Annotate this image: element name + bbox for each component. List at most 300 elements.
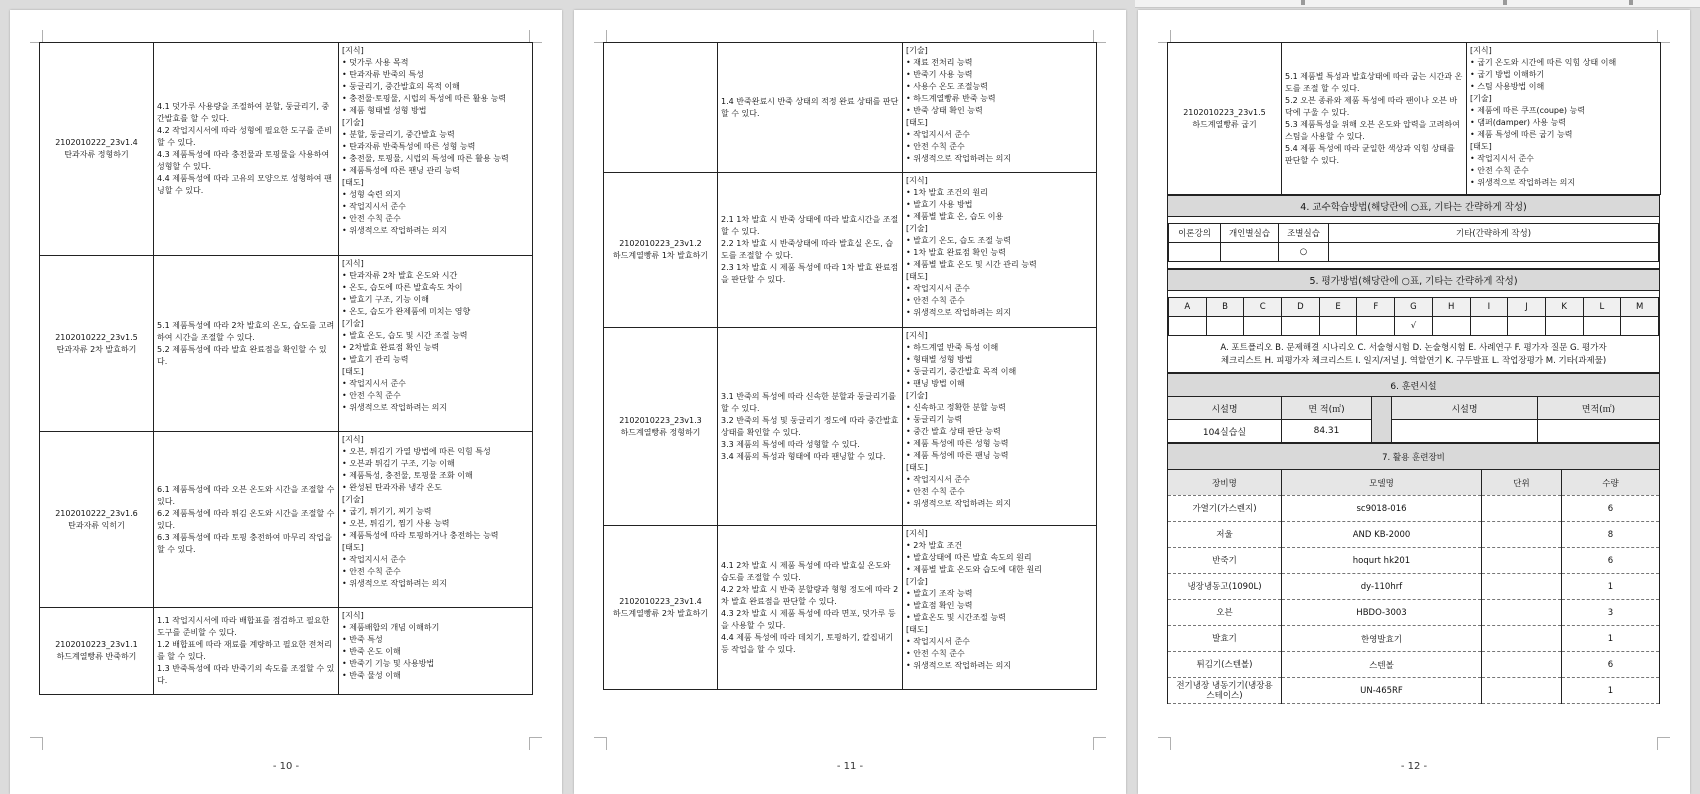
competency-table [1167,42,1661,195]
criterion-text: 5.1 제품별 특성과 발효상태에 따라 굽는 시간과 온도를 조절 할 수 있다. [1285,71,1463,93]
ksa-line: • 제품배합의 개념 이해하기 [342,623,440,632]
eval-letter: J [1508,298,1546,317]
unit-label: 2102010223_23v1.4 [619,596,702,606]
unit-cell [604,526,718,690]
eval-letter: L [1583,298,1621,317]
ksa-line: • 탄과자류 반죽의 특성 [342,70,424,79]
ksa-line: [태도] [906,625,928,634]
equipment-quantity: 6 [1562,548,1660,574]
ksa-line: • 온도, 습도에 따른 발효속도 차이 [342,283,463,292]
table-row [40,256,533,432]
unit-cell [604,43,718,173]
ksa-line: • 발효기 사용 방법 [906,200,973,209]
equipment-row [1168,522,1660,548]
unit-label: 하드계열빵류 1차 발효하기 [612,251,709,260]
eval-letter: M [1621,298,1659,317]
ksa-line: • 발효기 구조, 기능 이해 [342,295,429,304]
eval-letter: B [1206,298,1244,317]
criterion-text: 4.1 덧가루 사용량을 조절하여 분할, 둥글리기, 중간발효를 할 수 있다. [157,102,330,123]
unit-cell [40,256,154,432]
eval-mark [1169,317,1207,336]
table-row [1168,43,1661,195]
ksa-line: • 탄과자류 2차 발효 온도와 시간 [342,271,458,280]
facility-row [1168,420,1660,443]
equipment-name: 발효기 [1168,626,1282,652]
ksa-line: • 발효기 관리 능력 [342,355,409,364]
ksa-line: • 작업지시서 준수 [1470,154,1534,163]
ksa-line: • 위생적으로 작업하려는 의지 [342,226,448,235]
page-corner-mark [1657,737,1670,750]
ksa-line: [태도] [906,118,928,127]
criterion-text: 4.3 2차 발효 시 제품 특성에 따라 면포, 덧가루 등을 사용할 수 있다. [721,608,896,630]
page-corner-mark [1158,737,1171,750]
evaluation-table [1168,297,1659,336]
ksa-line: • 작업지시서 준수 [342,202,406,211]
table-row [40,43,533,256]
ksa-line: [지식] [342,435,364,444]
performance-criteria-cell [718,173,903,328]
horizontal-ruler[interactable] [1135,0,1700,8]
ksa-line: • 작업지시서 준수 [342,379,406,388]
evaluation-section [1167,269,1660,373]
ksa-line: • 작업지시서 준수 [906,475,970,484]
ksa-line: • 안전 수칙 준수 [342,567,401,576]
method-mark [1169,243,1221,262]
ksa-line: • 충전물, 토핑물, 시럽의 특성에 따른 활용 능력 [342,154,509,163]
ksa-line: • 위생적으로 작업하려는 의지 [906,154,1012,163]
section-title: 4. 교수학습방법(해당란에 ○표, 기타는 간략하게 작성) [1168,196,1660,217]
ksa-line: • 작업지시서 준수 [342,555,406,564]
method-header: 조별실습 [1279,224,1329,243]
unit-label: 2102010222_23v1.5 [55,332,138,342]
ksa-line: • 발효 온도, 습도 및 시간 조절 능력 [342,331,468,340]
eval-mark [1432,317,1470,336]
ksa-line: [태도] [1470,142,1492,151]
equipment-row [1168,574,1660,600]
ksa-line: [지식] [906,176,928,185]
method-header: 기타(간략하게 작성) [1329,224,1659,243]
ksa-line: • 1차 발효 완료점 확인 능력 [906,248,1006,257]
ksa-line: • 제품별 발효 온, 습도 이용 [906,212,1004,221]
facility-header: 면적(㎡) [1538,397,1660,420]
ksa-line: • 완성된 탄과자류 냉각 온도 [342,483,442,492]
equipment-quantity: 1 [1562,574,1660,600]
criterion-text: 4.1 2차 발효 시 제품 특성에 따라 발효실 온도와 습도를 조절할 수 있다. [721,560,891,582]
facility-name: 104실습실 [1168,420,1282,443]
unit-cell [604,328,718,526]
equipment-quantity: 3 [1562,600,1660,626]
ksa-line: • 둥글리기, 중간발효의 목적 이해 [342,82,460,91]
criterion-text: 1.3 반죽특성에 따라 반죽기의 속도를 조절할 수 있다. [157,664,335,685]
ksa-line: • 안전 수칙 준수 [906,649,965,658]
unit-label: 탄과자류 익히기 [68,520,125,530]
ksa-line: • 안전 수칙 준수 [342,391,401,400]
facility-area: 84.31 [1282,420,1372,443]
equipment-quantity: 6 [1562,652,1660,678]
ksa-line: • 제품특성에 따라 토핑하거나 충전하는 능력 [342,531,499,540]
ksa-line: • 반죽 상태 확인 능력 [906,106,983,115]
criterion-text: 5.3 제품특성을 위해 오븐 온도와 압력을 고려하여 스팀을 사용할 수 있다. [1285,119,1460,141]
knowledge-skill-attitude-cell [339,43,533,256]
eval-mark [1319,317,1357,336]
unit-label: 하드계열빵류 굽기 [1192,119,1257,129]
criterion-text: 4.2 2차 발효 시 반죽 분할량과 형형 정도에 따라 2차 발효 완료점을 판단할 수 있다. [721,584,899,606]
method-mark [1329,243,1659,262]
criterion-text: 3.1 반죽의 특성에 따라 신속한 분할과 둥글리기를 할 수 있다. [721,391,896,413]
equipment-unit [1482,574,1562,600]
unit-cell [1168,43,1282,195]
facility-header: 시설명 [1392,397,1538,420]
eval-mark [1282,317,1320,336]
ksa-line: [기술] [342,495,364,504]
ksa-line: [지식] [906,331,928,340]
equipment-model: AND KB-2000 [1282,522,1482,548]
unit-label: 2102010223_23v1.5 [1183,107,1266,117]
unit-cell [604,173,718,328]
unit-label: 하드계열빵류 반죽하기 [56,652,137,661]
unit-label: 2102010223_23v1.1 [55,640,138,649]
criterion-text: 4.4 제품특성에 따라 고유의 모양으로 성형하여 팬닝할 수 있다. [157,174,332,195]
criterion-text: 1.1 작업지시서에 따라 배합표를 점검하고 필요한 도구를 준비할 수 있다. [157,616,330,637]
knowledge-skill-attitude-cell [903,526,1097,690]
equipment-name: 저울 [1168,522,1282,548]
ksa-line: • 작업지시서 준수 [906,637,970,646]
performance-criteria-cell [154,608,339,695]
section-title: 5. 평가방법(해당란에 ○표, 기타는 간략하게 작성) [1168,270,1660,291]
ksa-line: • 안전 수칙 준수 [1470,166,1529,175]
criterion-text: 5.2 제품특성에 따라 발효 완료점을 확인할 수 있다. [157,344,327,366]
equipment-model: 한영발효기 [1282,626,1482,652]
ksa-line: [지식] [906,529,928,538]
equipment-model: dy-110hrf [1282,574,1482,600]
unit-label: 탄과자류 정형하기 [64,150,129,159]
equipment-section [1167,443,1660,704]
equipment-unit [1482,600,1562,626]
ruler-marker[interactable] [1503,0,1507,5]
equipment-row [1168,496,1660,522]
eval-letter: I [1470,298,1508,317]
ksa-line: • 1차 발효 조건의 원리 [906,188,988,197]
competency-table [39,42,533,695]
ksa-line: • 발효상태에 따른 발효 속도의 원리 [906,553,1032,562]
equipment-unit [1482,652,1562,678]
eval-letter: G [1395,298,1433,317]
criterion-text: 6.2 제품특성에 따라 튀김 온도와 시간을 조절할 수 있다. [157,508,335,530]
ksa-line: [기술] [1470,94,1492,103]
ksa-line: • 하드계열빵류 반죽 능력 [906,94,996,103]
ksa-line: • 오븐, 튀김기, 찜기 사용 능력 [342,519,450,528]
equipment-quantity: 1 [1562,626,1660,652]
ksa-line: • 발효기 조작 능력 [906,589,973,598]
equipment-quantity: 1 [1562,678,1660,704]
page-number: - 10 - [272,761,300,772]
page-12 [1138,10,1690,794]
ksa-line: • 제품 형태별 성형 방법 [342,106,427,115]
ksa-line: • 둥글리기 능력 [906,415,963,424]
page-number: - 11 - [836,761,864,772]
criterion-text: 3.2 반죽의 특성 및 둥글리기 정도에 따라 중간발효 상태를 확인할 수 있다. [721,415,899,437]
ksa-line: • 반죽 특성 [342,635,383,644]
table-row [604,328,1097,526]
equipment-unit [1482,678,1562,704]
equipment-name: 냉장냉동고(1090L) [1168,574,1282,600]
ksa-line: • 제품에 따른 쿠프(coupe) 능력 [1470,106,1586,115]
table-row [40,432,533,608]
ksa-line: • 위생적으로 작업하려는 의지 [342,403,448,412]
eval-letter: K [1545,298,1583,317]
ksa-line: • 온도, 습도가 완제품에 미치는 영향 [342,307,471,316]
equipment-model: hoqurt hk201 [1282,548,1482,574]
knowledge-skill-attitude-cell [339,256,533,432]
ksa-line: • 오븐과 튀김기 구조, 기능 이해 [342,459,455,468]
equipment-row [1168,652,1660,678]
page-10 [10,10,562,794]
equipment-header: 단위 [1482,470,1562,496]
equipment-model: HBDO-3003 [1282,600,1482,626]
knowledge-skill-attitude-cell [903,43,1097,173]
ksa-line: • 재료 전처리 능력 [906,58,973,67]
equipment-model: UN-465RF [1282,678,1482,704]
performance-criteria-cell [154,256,339,432]
criterion-text: 1.4 반죽완료시 반죽 상태의 적정 완료 상태를 판단할 수 있다. [721,96,899,118]
ksa-line: • 제품 특성에 따른 성형 능력 [906,439,1009,448]
ksa-line: • 위생적으로 작업하려는 의지 [906,499,1012,508]
knowledge-skill-attitude-cell [903,173,1097,328]
equipment-row [1168,548,1660,574]
evaluation-legend-line: 체크리스트 H. 피평가자 체크리스트 I. 일지/저널 J. 역할연기 K. 구두발표 L. 작업장평가 M. 기타(과제물) [1220,356,1607,366]
ksa-line: [태도] [906,463,928,472]
eval-letter: E [1319,298,1357,317]
unit-label: 하드계열빵류 정형하기 [620,427,701,437]
ksa-line: • 발효점 확인 능력 [906,601,973,610]
facility-header: 면 적(㎡) [1282,397,1372,420]
knowledge-skill-attitude-cell [903,328,1097,526]
ksa-line: • 탄과자류 반죽특성에 따른 성형 능력 [342,142,476,151]
ksa-line: • 위생적으로 작업하려는 의지 [1470,178,1576,187]
ksa-line: • 안전 수칙 준수 [342,214,401,223]
ksa-line: [기술] [342,319,364,328]
facility-section [1167,373,1660,443]
equipment-model: 스텐볼 [1282,652,1482,678]
criterion-text: 6.3 제품특성에 따라 토핑 충전하여 마무리 작업을 할 수 있다. [157,532,332,554]
ksa-line: • 제품별 발효 온도와 습도에 대한 원리 [906,565,1042,574]
ksa-line: • 안전 수칙 준수 [906,487,965,496]
unit-cell [40,432,154,608]
page-corner-mark [30,737,43,750]
method-header: 개인별실습 [1221,224,1279,243]
ksa-line: • 안전 수칙 준수 [906,296,965,305]
ksa-line: • 굽기, 튀기기, 찌기 능력 [342,507,432,516]
knowledge-skill-attitude-cell [1467,43,1661,195]
ksa-line: • 제품별 발효 온도 및 시간 관리 능력 [906,260,1037,269]
unit-label: 2102010223_23v1.2 [619,239,702,248]
ksa-line: [지식] [342,259,364,268]
eval-letter: F [1357,298,1395,317]
eval-letter: C [1244,298,1282,317]
ksa-line: • 분할, 둥글리기, 중간발효 능력 [342,130,455,139]
eval-letter: D [1282,298,1320,317]
performance-criteria-cell [1282,43,1467,195]
eval-mark [1583,317,1621,336]
criterion-text: 5.1 제품특성에 따라 2차 발효의 온도, 습도를 고려하여 시간을 조절할 수 있다. [157,320,335,342]
facility-area [1538,420,1660,443]
equipment-row [1168,678,1660,704]
ksa-line: • 위생적으로 작업하려는 의지 [342,579,448,588]
eval-mark [1244,317,1282,336]
eval-mark: √ [1395,317,1433,336]
equipment-quantity: 6 [1562,496,1660,522]
eval-mark [1470,317,1508,336]
ksa-line: • 위생적으로 작업하려는 의지 [906,661,1012,670]
unit-label: 탄과자류 2차 발효하기 [56,344,137,354]
table-row [604,526,1097,690]
table-row [604,173,1097,328]
ksa-line: • 제품특성, 충전물, 토핑물 조화 이해 [342,471,473,480]
unit-label: 2102010223_23v1.3 [619,415,702,425]
ksa-line: • 중간 발효 상태 판단 능력 [906,427,1001,436]
knowledge-skill-attitude-cell [339,608,533,695]
eval-letter: H [1432,298,1470,317]
eval-mark [1508,317,1546,336]
ksa-line: • 안전 수칙 준수 [906,142,965,151]
ksa-line: [기술] [342,118,364,127]
ksa-line: • 오븐, 튀김기 가열 방법에 따른 익힘 특성 [342,447,491,456]
ksa-line: • 반죽 물성 이해 [342,671,401,680]
ksa-line: [기술] [906,577,928,586]
ksa-line: [태도] [342,367,364,376]
eval-mark [1621,317,1659,336]
equipment-unit [1482,522,1562,548]
ksa-line: • 둥글리기, 중간발효 목적 이해 [906,367,1017,376]
ksa-line: • 스팀 사용방법 이해 [1470,82,1545,91]
unit-label: 2102010222_23v1.4 [55,138,138,147]
ksa-line: • 반죽 온도 이해 [342,647,401,656]
unit-label: 하드계열빵류 2차 발효하기 [612,608,709,618]
eval-mark [1357,317,1395,336]
ksa-line: • 제품특성에 따른 팬닝 관리 능력 [342,166,460,175]
ksa-line: • 발효온도 및 시간조절 능력 [906,613,1006,622]
facility-name [1392,420,1538,443]
ksa-line: • 작업지시서 준수 [906,130,970,139]
page-11 [574,10,1126,794]
teaching-method-table [1168,223,1659,262]
equipment-header: 모델명 [1282,470,1482,496]
ksa-line: • 2차발효 완료점 확인 능력 [342,343,440,352]
ksa-line: [태도] [906,272,928,281]
performance-criteria-cell [718,328,903,526]
criterion-text: 2.1 1차 발효 시 반죽 상태에 따라 발효시간을 조절할 수 있다. [721,215,899,236]
facility-divider [1372,397,1392,443]
equipment-header: 장비명 [1168,470,1282,496]
equipment-name: 오븐 [1168,600,1282,626]
unit-cell [40,43,154,256]
equipment-name: 튀김기(스텐볼) [1168,652,1282,678]
ksa-line: • 신속하고 정확한 분할 능력 [906,403,1006,412]
eval-mark [1545,317,1583,336]
table-row [40,608,533,695]
method-header: 이론강의 [1169,224,1221,243]
equipment-row [1168,626,1660,652]
competency-table [603,42,1097,690]
ruler-marker[interactable] [1629,0,1633,5]
section-title: 7. 활용 훈련장비 [1168,444,1660,470]
table-row [604,43,1097,173]
equipment-model: sc9018-016 [1282,496,1482,522]
ksa-line: • 팬닝 방법 이해 [906,379,965,388]
equipment-name: 가열기(가스렌지) [1168,496,1282,522]
knowledge-skill-attitude-cell [339,432,533,608]
ksa-line: [기술] [906,224,928,233]
equipment-unit [1482,496,1562,522]
equipment-unit [1482,626,1562,652]
page-12-content [1167,42,1660,704]
criterion-text: 5.4 제품 특성에 따라 균일한 색상과 익힘 상태를 판단할 수 있다. [1285,143,1455,165]
ksa-line: • 2차 발효 조건 [906,541,963,550]
criterion-text: 6.1 제품특성에 따라 오븐 온도와 시간을 조절할 수 있다. [157,484,335,506]
ksa-line: [기술] [906,391,928,400]
teaching-method-section [1167,195,1660,269]
criterion-text: 3.4 제품의 특성과 형태에 따라 팬닝할 수 있다. [721,451,886,461]
criterion-text: 1.2 배합표에 따라 재료를 계량하고 필요한 전처리를 할 수 있다. [157,640,332,661]
criterion-text: 2.3 1차 발효 시 제품 특성에 따라 1차 발효 완료점을 판단할 수 있다. [721,263,899,284]
ksa-line: • 형태별 성형 방법 [906,355,973,364]
section-title: 6. 훈련시설 [1168,374,1660,397]
performance-criteria-cell [718,43,903,173]
criterion-text: 3.3 제품의 특성에 따라 성형할 수 있다. [721,439,860,449]
criterion-text: 4.2 작업지시서에 따라 성형에 필요한 도구를 준비할 수 있다. [157,126,332,147]
ksa-line: [태도] [342,178,364,187]
ksa-line: • 제품 특성에 따른 팬닝 능력 [906,451,1009,460]
page-corner-mark [529,737,542,750]
performance-criteria-cell [154,43,339,256]
page-corner-mark [594,737,607,750]
equipment-header: 수량 [1562,470,1660,496]
ksa-line: • 반죽기 사용 능력 [906,70,973,79]
ksa-line: • 댐퍼(damper) 사용 능력 [1470,118,1567,127]
equipment-row [1168,600,1660,626]
criterion-text: 4.4 제품 특성에 따라 데치기, 토핑하기, 칼집내기 등 작업을 할 수 있다. [721,632,894,654]
equipment-quantity: 8 [1562,522,1660,548]
ksa-line: • 사용수 온도 조절능력 [906,82,988,91]
ruler-marker[interactable] [1301,0,1305,5]
unit-label: 2102010222_23v1.6 [55,508,138,518]
evaluation-legend-line: A. 포트폴리오 B. 문제해결 시나리오 C. 서술형시험 D. 논술형시험 E. 사례연구 F. 평가자 질문 G. 평가자 [1220,343,1607,353]
equipment-unit [1482,548,1562,574]
ksa-line: • 하드계열 반죽 특성 이해 [906,343,999,352]
ksa-line: • 덧가루 사용 목적 [342,58,409,67]
ksa-line: [지식] [342,611,364,620]
criterion-text: 4.3 제품특성에 따라 충전물과 토핑물을 사용하여 성형할 수 있다. [157,150,330,171]
ksa-line: • 굽기 온도와 시간에 따른 익힘 상태 이해 [1470,58,1617,67]
ksa-line: [태도] [342,543,364,552]
page-corner-mark [1093,737,1106,750]
ksa-line: • 발효기 온도, 습도 조절 능력 [906,236,1011,245]
performance-criteria-cell [154,432,339,608]
ksa-line: [지식] [342,46,364,55]
page-number: - 12 - [1400,761,1428,772]
criterion-text: 2.2 1차 발효 시 반죽상태에 따라 발효실 온도, 습도를 조절할 수 있다. [721,239,894,260]
equipment-name: 반죽기 [1168,548,1282,574]
method-mark [1221,243,1279,262]
criterion-text: 5.2 오븐 종류와 제품 특성에 따라 팬이나 오븐 바닥에 구울 수 있다. [1285,95,1458,117]
equipment-name: 전기냉장 냉동기기(냉장용 스테이스) [1168,678,1282,704]
ksa-line: • 제품 특성에 따른 굽기 능력 [1470,130,1573,139]
ksa-line: • 작업지시서 준수 [906,284,970,293]
ksa-line: • 성형 숙련 의지 [342,190,401,199]
method-mark: ○ [1279,243,1329,262]
facility-header: 시설명 [1168,397,1282,420]
eval-letter: A [1169,298,1207,317]
